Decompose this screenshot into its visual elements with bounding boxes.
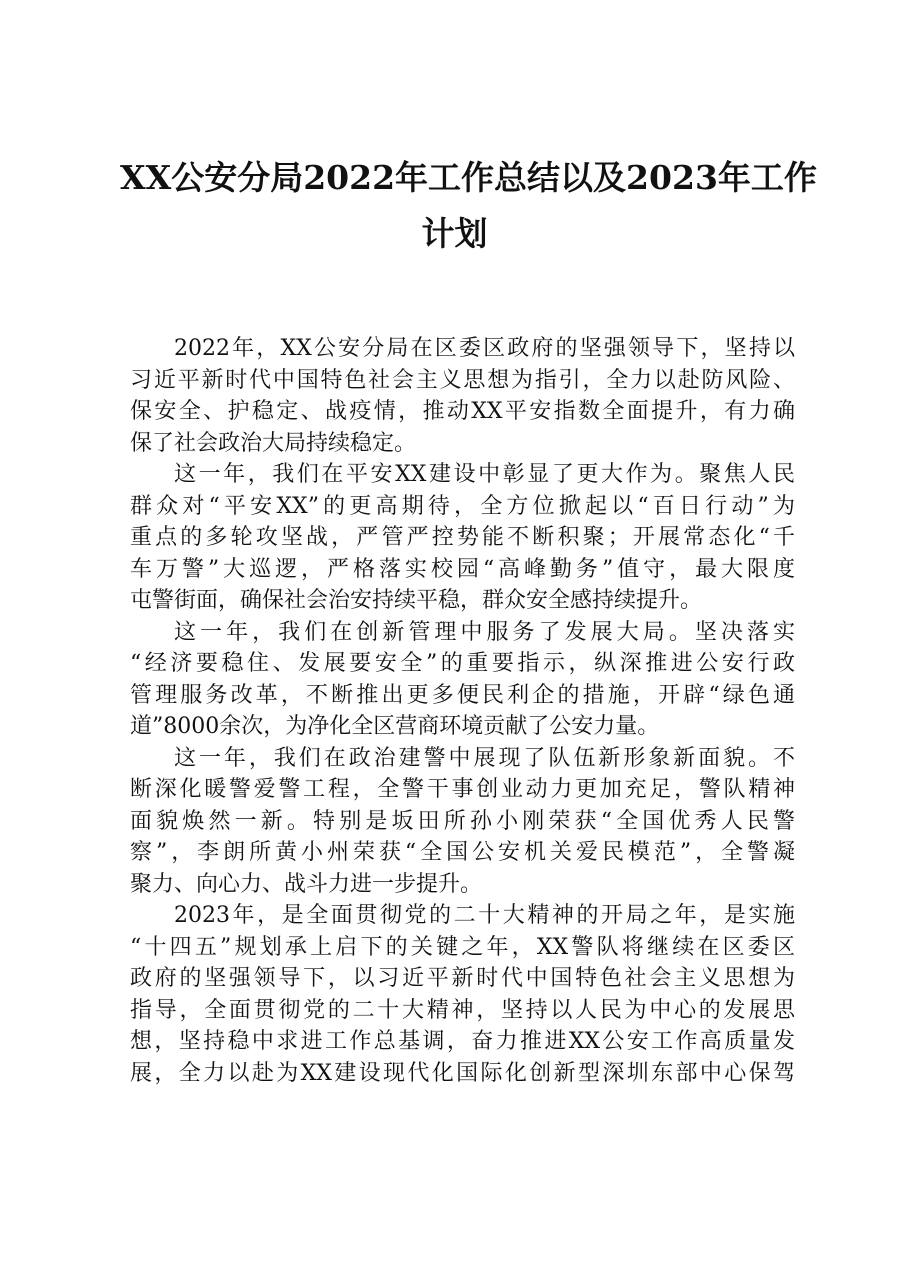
text-line: 这一年，我们在平安XX建设中彰显了更大作为。聚焦人民 [174, 462, 795, 487]
text-line: 这一年，我们在政治建警中展现了队伍新形象新面貌。不 [174, 745, 795, 771]
text-line: “十四五”规划承上启下的关键之年，XX警队将继续在区委区 [130, 934, 795, 960]
text-line: 政府的坚强领导下，以习近平新时代中国特色社会主义思想为 [130, 966, 795, 991]
text-line: 保了社会政治大局持续稳定。 [130, 430, 417, 456]
paragraph-intro [130, 333, 795, 459]
text-line: 2023年，是全面贯彻党的二十大精神的开局之年，是实施 [174, 903, 795, 928]
text-line: 面貌焕然一新。特别是坂田所孙小刚荣获“全国优秀人民警 [130, 808, 795, 834]
text-line: 车万警”大巡逻，严格落实校园“高峰勤务”值守，最大限度 [130, 556, 795, 582]
text-line: 聚力、向心力、战斗力进一步提升。 [130, 871, 483, 897]
title-line: XX公安分局2022年工作总结以及2023年工作 [120, 158, 817, 197]
text-line: 重点的多轮攻坚战，严管严控势能不断积聚；开展常态化“千 [130, 525, 795, 550]
text-line: “经济要稳住、发展要安全”的重要指示，纵深推进公安行政 [130, 651, 795, 676]
text-line: 察”，李朗所黄小州荣获“全国公安机关爱民模范”，全警凝 [130, 840, 795, 865]
text-line: 指导，全面贯彻党的二十大精神，坚持以人民为中心的发展思 [130, 997, 795, 1023]
paragraph-team [130, 743, 795, 901]
text-line: 这一年，我们在创新管理中服务了发展大局。坚决落实 [174, 619, 795, 645]
title-line: 计划 [421, 214, 488, 253]
text-line: 展，全力以赴为XX建设现代化国际化创新型深圳东部中心保驾 [130, 1060, 795, 1086]
document-body [130, 333, 795, 1089]
text-line: 想，坚持稳中求进工作总基调，奋力推进XX公安工作高质量发 [130, 1029, 795, 1054]
paragraph-safety [130, 459, 795, 617]
paragraph-management [130, 617, 795, 743]
text-line: 屯警街面，确保社会治安持续平稳，群众安全感持续提升。 [130, 588, 703, 613]
text-line: 断深化暖警爱警工程，全警干事创业动力更加充足，警队精神 [130, 777, 795, 802]
text-line: 群众对“平安XX”的更高期待，全方位掀起以“百日行动”为 [130, 493, 795, 519]
text-line: 2022年，XX公安分局在区委区政府的坚强领导下，坚持以 [174, 336, 795, 361]
paragraph-plan-2023 [130, 900, 795, 1089]
text-line: 习近平新时代中国特色社会主义思想为指引，全力以赴防风险、 [130, 367, 795, 393]
text-line: 管理服务改革，不断推出更多便民利企的措施，开辟“绿色通 [130, 682, 795, 708]
text-line: 保安全、护稳定、战疫情，推动XX平安指数全面提升，有力确 [130, 399, 795, 424]
text-line: 道”8000余次，为净化全区营商环境贡献了公安力量。 [130, 714, 660, 739]
document-title [120, 150, 817, 262]
